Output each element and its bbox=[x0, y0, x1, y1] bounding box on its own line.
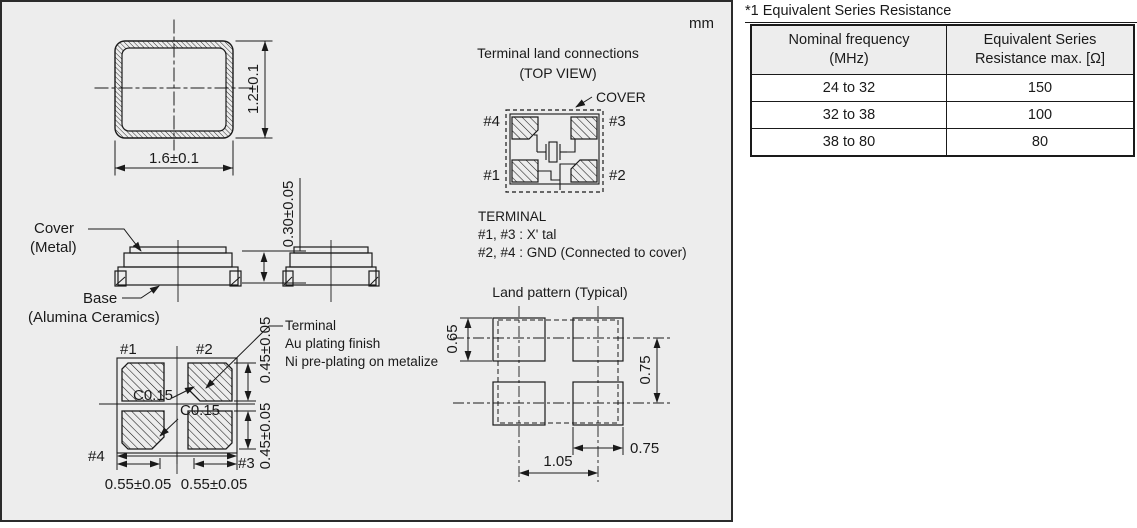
cover-leader bbox=[88, 229, 141, 251]
connection-pads bbox=[512, 117, 597, 182]
land-pattern-title: Land pattern (Typical) bbox=[492, 284, 628, 300]
land-pads bbox=[493, 318, 623, 425]
cover-label-line2: (Metal) bbox=[30, 239, 77, 256]
freq-cell: 24 to 32 bbox=[751, 75, 947, 102]
cover-callout-label: COVER bbox=[596, 89, 646, 105]
land-connections-subtitle: (TOP VIEW) bbox=[519, 65, 597, 81]
conn-pad-2 bbox=[571, 160, 597, 182]
height-dim-label: 1.2±0.1 bbox=[245, 64, 262, 114]
side-profile bbox=[283, 240, 379, 302]
esr-col2-header bbox=[947, 25, 1135, 75]
base-label-line1: Base bbox=[83, 290, 118, 307]
terminal-note-line2: Au plating finish bbox=[285, 336, 381, 351]
units-label: mm bbox=[689, 15, 714, 32]
esr-col1-header-line2: (MHz) bbox=[829, 51, 869, 67]
esr-col2-header-line2: Resistance max. [Ω] bbox=[974, 51, 1106, 67]
chamfer-dim-1: C0.15 bbox=[133, 387, 174, 404]
terminal-note-line3: Ni pre-plating on metalize bbox=[285, 354, 439, 369]
esr-col1-header-line1: Nominal frequency bbox=[788, 32, 910, 49]
conn-pad-3 bbox=[571, 117, 597, 139]
wire-pad1 bbox=[538, 171, 560, 180]
package-outline-dashed bbox=[498, 320, 618, 423]
esr-cell: 80 bbox=[947, 129, 1135, 157]
pad-width-dim-1: 0.55±0.05 bbox=[104, 476, 172, 493]
mechanical-drawing bbox=[2, 2, 731, 520]
wire-pad4 bbox=[534, 135, 537, 152]
freq-cell: 32 to 38 bbox=[751, 102, 947, 129]
conn-pad4-label: #4 bbox=[483, 113, 500, 130]
pad-height-dim-2: 0.45±0.05 bbox=[257, 402, 274, 470]
terminal-note-line1: Terminal bbox=[285, 318, 337, 333]
width-dim-label: 1.6±0.1 bbox=[149, 150, 199, 167]
esr-table bbox=[750, 24, 1135, 157]
land-pad-height-dim: 0.65 bbox=[444, 324, 461, 354]
land-connections-title: Terminal land connections bbox=[477, 45, 639, 61]
chamfer-dim-2: C0.15 bbox=[180, 402, 221, 419]
conn-pad-1 bbox=[512, 160, 538, 182]
pad-width-dim-2: 0.55±0.05 bbox=[180, 476, 248, 493]
table-row bbox=[751, 129, 1134, 157]
esr-cell: 150 bbox=[947, 75, 1135, 102]
base-leader bbox=[122, 286, 159, 298]
terminal-heading: TERMINAL bbox=[478, 209, 547, 224]
land-pad-width-dim: 0.75 bbox=[630, 440, 660, 457]
package-bottom-view bbox=[88, 317, 438, 493]
conn-pad-4 bbox=[512, 117, 538, 139]
land-pitch-h-dim: 1.05 bbox=[543, 453, 573, 470]
crystal-symbol bbox=[534, 135, 576, 190]
cover-callout-leader bbox=[576, 97, 592, 107]
table-row bbox=[751, 75, 1134, 102]
wire-pad3 bbox=[567, 139, 575, 152]
esr-col2-header-line1: Equivalent Series bbox=[983, 32, 1097, 49]
esr-cell: 100 bbox=[947, 102, 1135, 129]
pad1-label: #1 bbox=[120, 341, 137, 358]
base-label-line2: (Alumina Ceramics) bbox=[28, 309, 160, 326]
pad-height-dim-1: 0.45±0.05 bbox=[257, 316, 274, 384]
conn-pad2-label: #2 bbox=[609, 167, 626, 184]
conn-pad1-label: #1 bbox=[483, 167, 500, 184]
conn-pad3-label: #3 bbox=[609, 113, 626, 130]
cover-label-line1: Cover bbox=[34, 220, 75, 237]
terminal-note-1: #1, #3 : X' tal bbox=[478, 227, 557, 242]
side-views bbox=[115, 178, 379, 302]
package-top-view bbox=[95, 20, 272, 175]
esr-table-title: *1 Equivalent Series Resistance bbox=[745, 3, 1137, 23]
land-connections-view bbox=[477, 45, 687, 260]
pad2-label: #2 bbox=[196, 341, 213, 358]
table-row bbox=[751, 102, 1134, 129]
thickness-dim-label: 0.30±0.05 bbox=[280, 180, 297, 248]
pad3-label: #3 bbox=[238, 455, 255, 472]
freq-cell: 38 to 80 bbox=[751, 129, 947, 157]
land-pitch-v-dim: 0.75 bbox=[637, 355, 654, 385]
land-pattern-view bbox=[444, 284, 670, 482]
pad4-label: #4 bbox=[88, 448, 105, 465]
terminal-note-2: #2, #4 : GND (Connected to cover) bbox=[478, 245, 687, 260]
esr-col1-header bbox=[751, 25, 947, 75]
front-profile bbox=[115, 240, 241, 302]
pad-4 bbox=[122, 411, 164, 449]
land-dimensions bbox=[460, 318, 660, 473]
